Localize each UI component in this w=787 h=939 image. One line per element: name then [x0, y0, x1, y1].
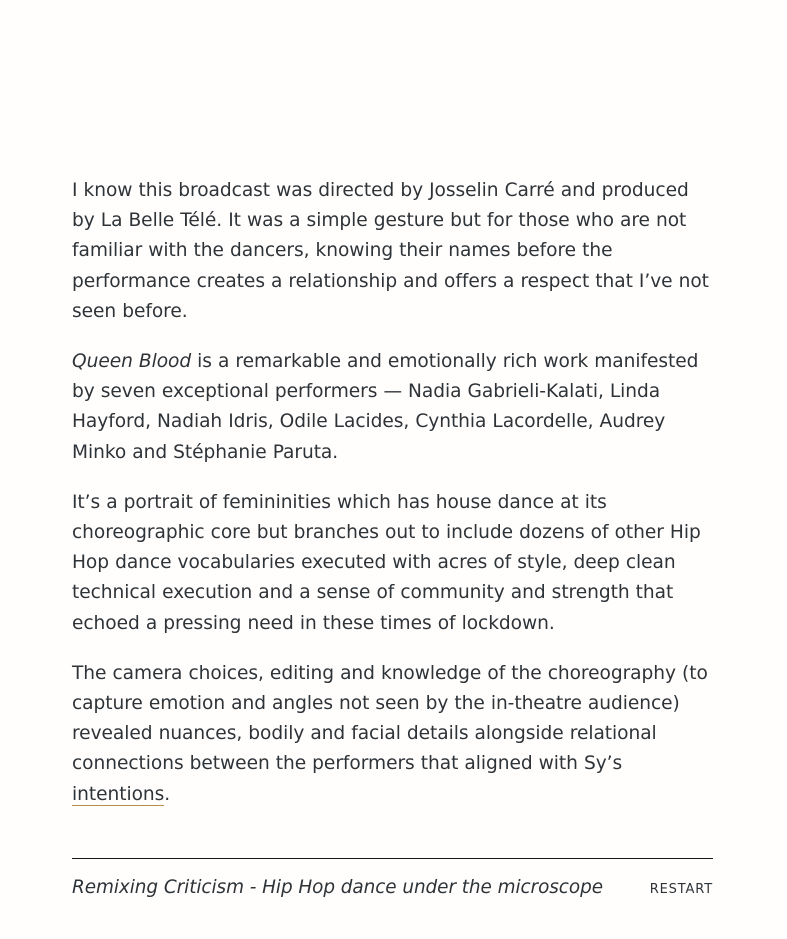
- footer-bar: [72, 875, 713, 903]
- work-title-queen-blood: Queen Blood: [72, 351, 192, 373]
- article-body: [72, 176, 713, 810]
- paragraph-3: [72, 488, 713, 639]
- paragraph-3-text: It’s a portrait of femininities which has house dance at its choreographic core but branches out to include dozens of other Hip Hop dance vocabularies executed with acres of style, deep clean technical execution and a sense of community and strength that echoed a pressing need in these times of lockdown.: [72, 491, 701, 634]
- restart-button[interactable]: RESTART: [650, 877, 713, 903]
- footer-series-title: Remixing Criticism - Hip Hop dance under the microscope: [72, 877, 603, 898]
- paragraph-2-text: is a remarkable and emotionally rich work manifested by seven exceptional performers — Nadia Gabrieli-Kalati, Linda Hayford, Nadiah Idris, Odile Lacides, Cynthia Lacordelle, Audrey Minko and Stéphanie Paruta.: [72, 351, 699, 463]
- intentions-link[interactable]: intentions: [72, 783, 165, 805]
- footer-divider: [72, 858, 713, 859]
- paragraph-4-text-after-link: .: [164, 783, 171, 805]
- paragraph-2: [72, 347, 713, 468]
- paragraph-4: [72, 659, 713, 810]
- page-footer: [72, 858, 713, 903]
- paragraph-1-text: I know this broadcast was directed by Josselin Carré and produced by La Belle Télé. It was a simple gesture but for those who are not familiar with the dancers, knowing their names before the performance creates a relationship and offers a respect that I’ve not seen before.: [72, 180, 709, 322]
- paragraph-4-text-before-link: The camera choices, editing and knowledge of the choreography (to capture emotion and angles not seen by the in-theatre audience) revealed nuances, bodily and facial details alongside relational connections between the performers that aligned with Sy’s: [72, 662, 708, 775]
- paragraph-1: [72, 176, 713, 327]
